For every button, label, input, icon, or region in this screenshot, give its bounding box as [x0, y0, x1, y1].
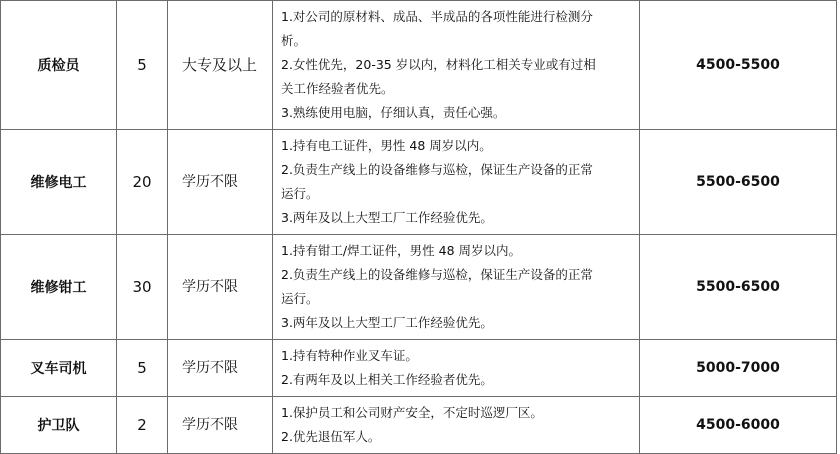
job-title: 质检员 — [1, 1, 117, 130]
requirement-line: 2.优先退伍军人。 — [281, 429, 381, 444]
salary: 4500-5500 — [640, 1, 837, 130]
job-title: 维修钳工 — [1, 235, 117, 340]
job-requirements — [273, 1, 640, 130]
job-title: 护卫队 — [1, 397, 117, 454]
requirement-line: 3.两年及以上大型工厂工作经验优先。 — [281, 315, 493, 330]
requirement-line: 2.负责生产线上的设备维修与巡检，保证生产设备的正常 — [281, 162, 593, 177]
job-requirements — [273, 340, 640, 397]
requirement-line: 1.保护员工和公司财产安全，不定时巡逻厂区。 — [281, 405, 543, 420]
job-title: 维修电工 — [1, 130, 117, 235]
requirement-line: 1.持有钳工/焊工证件，男性 48 周岁以内。 — [281, 243, 521, 258]
education-requirement: 学历不限 — [168, 235, 273, 340]
headcount: 30 — [117, 235, 168, 340]
table-row — [1, 340, 837, 397]
requirement-line: 1.对公司的原材料、成品、半成品的各项性能进行检测分 — [281, 9, 593, 24]
table-row — [1, 235, 837, 340]
job-title: 叉车司机 — [1, 340, 117, 397]
requirement-line: 1.持有特种作业叉车证。 — [281, 348, 418, 363]
requirement-line: 关工作经验者优先。 — [281, 81, 394, 96]
headcount: 20 — [117, 130, 168, 235]
requirement-line: 1.持有电工证件，男性 48 周岁以内。 — [281, 138, 492, 153]
headcount: 5 — [117, 340, 168, 397]
job-requirements — [273, 235, 640, 340]
headcount: 5 — [117, 1, 168, 130]
education-text: 大专及以上 — [182, 56, 258, 74]
job-requirements — [273, 130, 640, 235]
requirement-line: 3.两年及以上大型工厂工作经验优先。 — [281, 210, 493, 225]
table-row — [1, 397, 837, 454]
table-row — [1, 130, 837, 235]
education-requirement: 学历不限 — [168, 130, 273, 235]
table-row — [1, 1, 837, 130]
headcount: 2 — [117, 397, 168, 454]
requirement-line: 2.有两年及以上相关工作经验者优先。 — [281, 372, 493, 387]
education-requirement: 学历不限 — [168, 340, 273, 397]
salary: 4500-6000 — [640, 397, 837, 454]
requirement-line: 2.女性优先，20-35 岁以内，材料化工相关专业或有过相 — [281, 57, 596, 72]
requirement-line: 3.熟练使用电脑，仔细认真，责任心强。 — [281, 105, 506, 120]
salary: 5000-7000 — [640, 340, 837, 397]
education-requirement — [168, 1, 273, 130]
education-requirement: 学历不限 — [168, 397, 273, 454]
salary: 5500-6500 — [640, 130, 837, 235]
requirement-line: 析。 — [281, 33, 307, 48]
requirement-line: 运行。 — [281, 291, 319, 306]
requirement-line: 运行。 — [281, 186, 319, 201]
salary: 5500-6500 — [640, 235, 837, 340]
job-requirements — [273, 397, 640, 454]
requirement-line: 2.负责生产线上的设备维修与巡检，保证生产设备的正常 — [281, 267, 593, 282]
